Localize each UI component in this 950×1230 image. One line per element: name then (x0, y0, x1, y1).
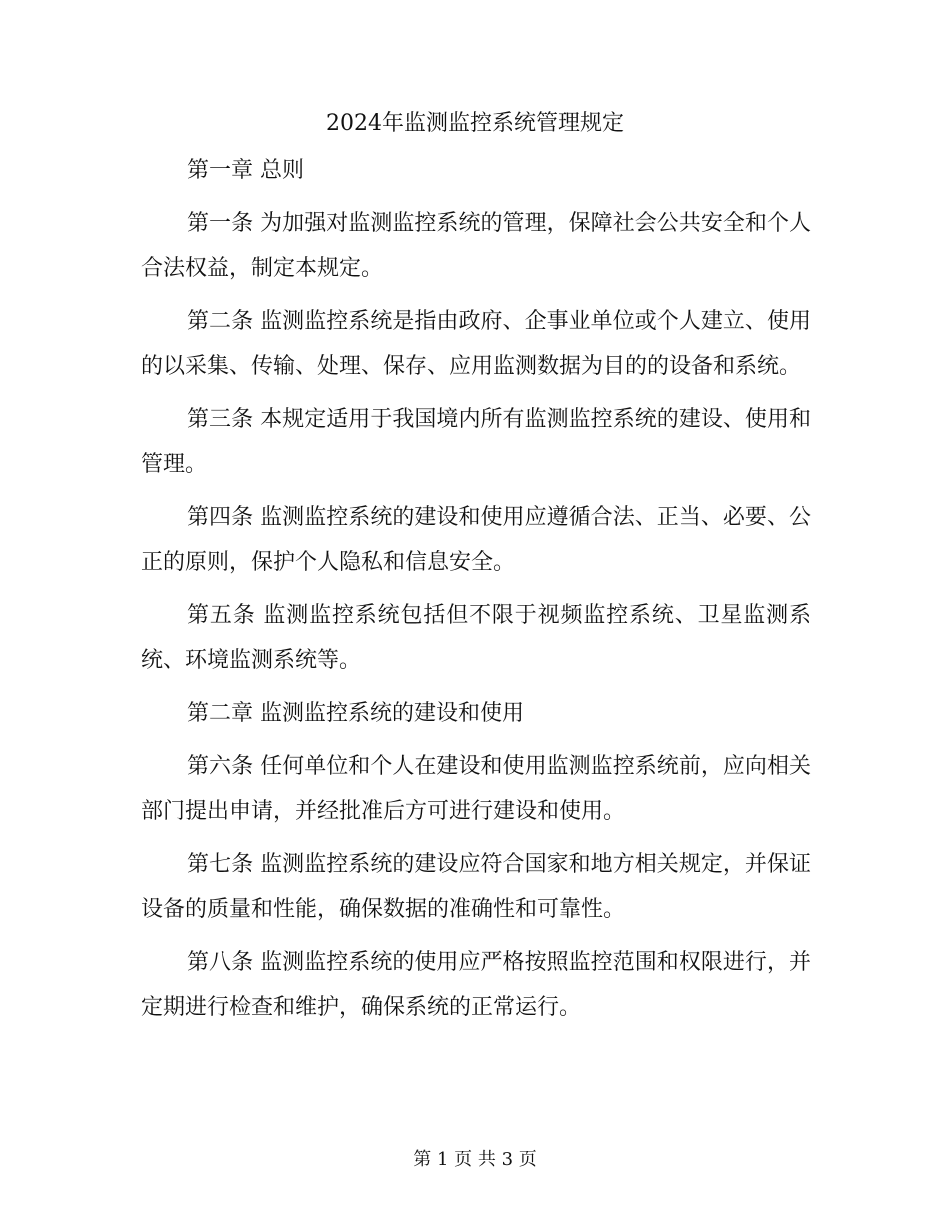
document-title: 2024年监测监控系统管理规定 (326, 111, 624, 136)
chapter-heading-1: 第一章 总则 (187, 158, 304, 183)
article-3: 第三条 本规定适用于我国境内所有监测监控系统的建设、使用和管理。 (141, 407, 811, 477)
article-1: 第一条 为加强对监测监控系统的管理，保障社会公共安全和个人合法权益，制定本规定。 (141, 211, 811, 281)
article-2: 第二条 监测监控系统是指由政府、企事业单位或个人建立、使用的以采集、传输、处理、保存、应用监测数据为目的的设备和系统。 (141, 309, 811, 379)
article-5: 第五条 监测监控系统包括但不限于视频监控系统、卫星监测系统、环境监测系统等。 (141, 603, 811, 673)
article-8: 第八条 监测监控系统的使用应严格按照监控范围和权限进行，并定期进行检查和维护，确保系统的正常运行。 (141, 950, 811, 1020)
chapter-heading-2: 第二章 监测监控系统的建设和使用 (187, 701, 524, 726)
article-4: 第四条 监测监控系统的建设和使用应遵循合法、正当、必要、公正的原则，保护个人隐私和信息安全。 (141, 505, 811, 575)
article-6: 第六条 任何单位和个人在建设和使用监测监控系统前，应向相关部门提出申请，并经批准后方可进行建设和使用。 (141, 754, 811, 824)
document-body (141, 148, 811, 1038)
article-7: 第七条 监测监控系统的建设应符合国家和地方相关规定，并保证设备的质量和性能，确保数据的准确性和可靠性。 (141, 852, 811, 922)
page-number-footer: 第 1 页 共 3 页 (413, 1149, 537, 1170)
